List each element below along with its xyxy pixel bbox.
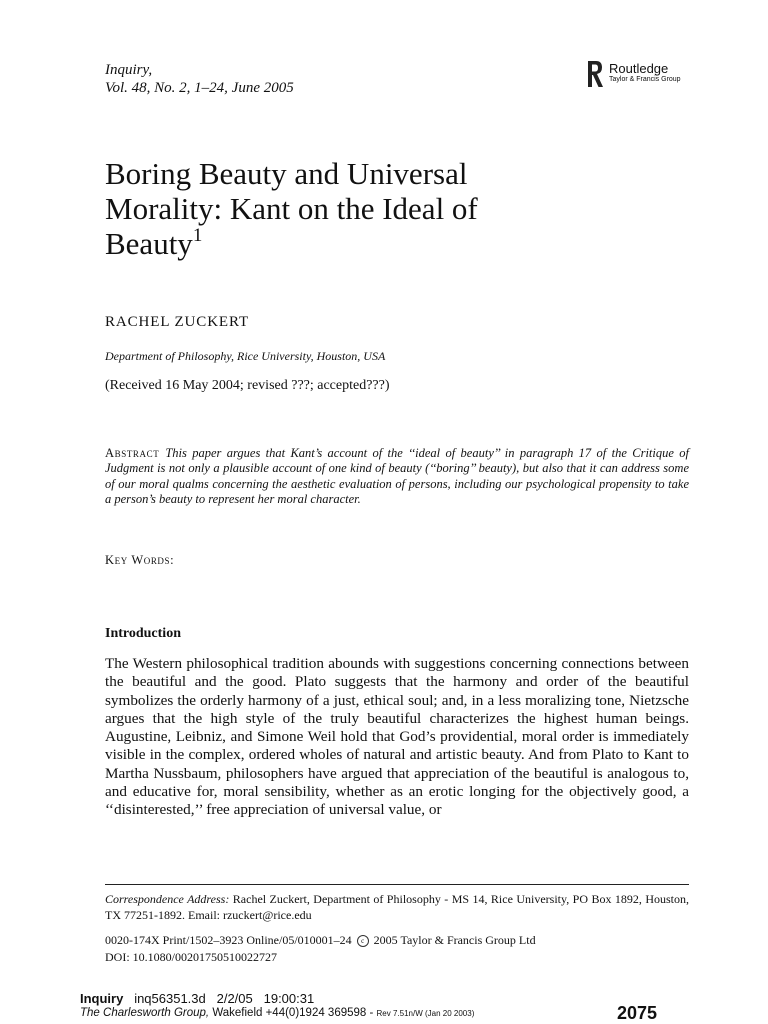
issn-line	[105, 932, 536, 949]
section-heading-introduction: Introduction	[105, 626, 181, 641]
routledge-r-logo-icon	[586, 59, 604, 89]
title-footnote-marker: 1	[192, 225, 203, 246]
copyright-icon: c	[357, 935, 369, 947]
received-dates: (Received 16 May 2004; revised ???; accepted???)	[105, 378, 390, 393]
production-slug	[80, 991, 314, 1006]
slug-date: 2/2/05	[216, 991, 253, 1006]
abstract-text: This paper argues that Kant’s account of the ‘‘ideal of beauty’’ in paragraph 17 of the Critique of Judgment is not only a plausible account of one kind of beauty (‘‘boring’’ beauty), but also that it can address some of our moral qualms concerning the aesthetic evaluation of persons, including our psychological propensity to take a person’s beauty to represent her moral character.	[105, 446, 689, 506]
author-name: RACHEL ZUCKERT	[105, 314, 250, 330]
author-affiliation: Department of Philosophy, Rice University, Houston, USA	[105, 349, 386, 363]
issn-text: 0020-174X Print/1502–3923 Online/05/010001–24	[105, 933, 352, 947]
slug-phone: Wakefield +44(0)1924 369598 -	[212, 1007, 374, 1019]
abstract	[105, 446, 689, 507]
publication-info	[105, 932, 536, 966]
copyright-text: 2005 Taylor & Francis Group Ltd	[373, 933, 536, 947]
doi-line: DOI: 10.1080/00201750510022727	[105, 950, 277, 964]
correspondence-address	[105, 891, 689, 923]
keywords-label: Key Words:	[105, 553, 175, 567]
title-line-3	[105, 226, 645, 261]
title-line-3-text: Beauty	[105, 226, 193, 261]
slug-group: The Charlesworth Group,	[80, 1007, 210, 1019]
footnote-divider	[105, 884, 689, 885]
correspondence-label: Correspondence Address:	[105, 892, 230, 906]
body-paragraph: The Western philosophical tradition abounds with suggestions concerning connections between the beautiful and the good. Plato suggests that the harmony and order of the beautiful symbolizes the orderly harmony of a just, ethical soul; and, in a less moralizing tone, Nietzsche argues that the high style of the truly beautiful characterizes the highest human beings. Augustine, Leibniz, and Simone Weil hold that God’s providential, moral order is immediately visible in the complex, ordered wholes of natural and artistic beauty. And from Plato to Kant to Martha Nussbaum, philosophers have argued that appreciation of the beautiful is analogous to, and educative for, moral sensibility, whether as an erotic longing for the objectively good, a ‘‘disinterested,’’ free appreciation of universal value, or	[105, 655, 689, 819]
slug-file: inq56351.3d	[134, 991, 206, 1006]
correspondence-text: Rachel Zuckert, Department of Philosophy - MS 14, Rice University, PO Box 1892, Houston, TX 77251-1892. Email: rzuckert@rice.edu	[105, 892, 690, 922]
slug-time: 19:00:31	[263, 991, 315, 1006]
journal-volume: Vol. 48, No. 2, 1–24, June 2005	[105, 80, 294, 96]
typesetter-slug	[80, 1007, 474, 1019]
abstract-label: Abstract	[105, 446, 160, 460]
title-line-1: Boring Beauty and Universal	[105, 156, 468, 191]
publisher-name: Routledge	[609, 61, 669, 76]
publisher-logo	[586, 59, 681, 89]
publisher-subname: Taylor & Francis Group	[609, 76, 681, 83]
journal-name: Inquiry,	[105, 62, 153, 78]
title-line-2: Morality: Kant on the Ideal of	[105, 191, 478, 226]
article-title	[105, 156, 645, 261]
journal-citation	[105, 61, 294, 97]
page-code: 2075	[617, 1003, 658, 1023]
slug-rev: Rev 7.51n/W (Jan 20 2003)	[376, 1009, 475, 1018]
slug-journal: Inquiry	[80, 991, 124, 1006]
